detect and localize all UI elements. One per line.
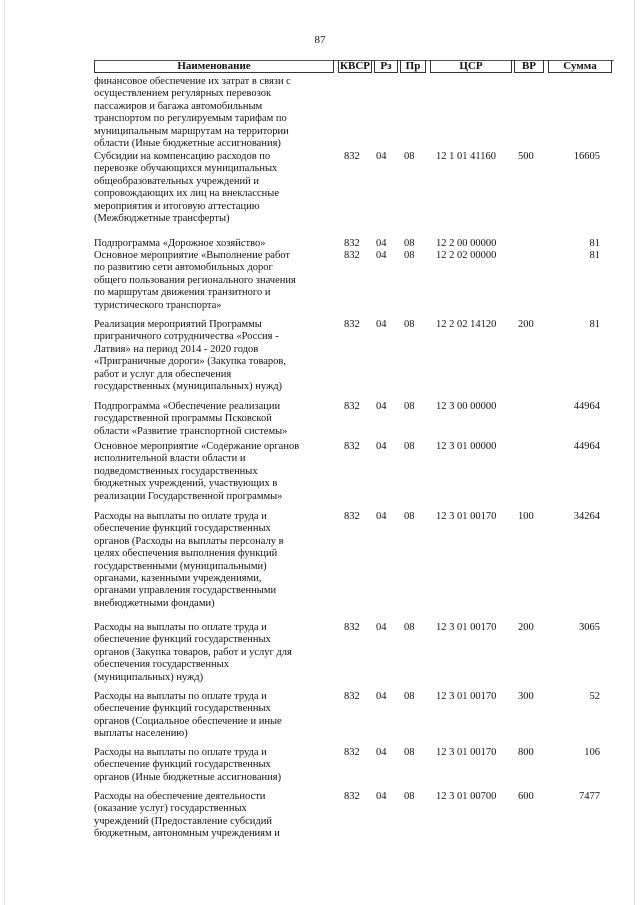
row-csr: 12 3 00 00000	[436, 401, 497, 412]
row-csr: 12 3 01 00170	[436, 622, 497, 633]
row-kvsr: 832	[344, 238, 360, 249]
row-sum: 16605	[573, 151, 600, 162]
row-pr: 08	[404, 250, 415, 261]
row-name: Расходы на выплаты по оплате труда и обеспечение функций государственных органов (Расходы на выплаты персоналу в целях обеспечения выполнения функций государственными (муниципальными) органами, казенными учреждениями, органами управления государственными внебюджетными фондами)	[94, 511, 284, 609]
row-name: Реализация мероприятий Программы приграничного сотрудничества «Россия - Латвия» на период 2014 - 2020 годов «Приграничные дороги» (Закупка товаров, работ и услуг для обеспечения государственных (муниципальных) нужд)	[94, 319, 287, 393]
row-kvsr: 832	[344, 511, 360, 522]
row-sum: 7477	[579, 791, 600, 802]
row-name: Расходы на выплаты по оплате труда и обеспечение функций государственных органов (Социальное обеспечение и иные выплаты населению)	[94, 691, 282, 740]
row-pr: 08	[404, 622, 415, 633]
row-kvsr: 832	[344, 319, 360, 330]
page-number: 87	[314, 34, 326, 46]
row-rz: 04	[376, 511, 387, 522]
row-rz: 04	[376, 622, 387, 633]
table-row	[0, 622, 640, 691]
row-sum: 81	[589, 250, 600, 261]
row-kvsr: 832	[344, 791, 360, 802]
table-row	[0, 238, 640, 250]
row-rz: 04	[376, 441, 387, 452]
row-rz: 04	[376, 238, 387, 249]
row-pr: 08	[404, 238, 415, 249]
row-name: Расходы на выплаты по оплате труда и обеспечение функций государственных органов (Иные бюджетные ассигнования)	[94, 747, 282, 783]
table-row	[0, 76, 640, 151]
row-pr: 08	[404, 319, 415, 330]
row-name: Расходы на выплаты по оплате труда и обеспечение функций государственных органов (Закупка товаров, работ и услуг для обеспечения государственных (муниципальных) нужд)	[94, 622, 292, 683]
row-sum: 3065	[579, 622, 600, 633]
header-pr: Пр	[400, 60, 426, 73]
row-kvsr: 832	[344, 747, 360, 758]
header-sum: Сумма	[548, 60, 612, 73]
row-vr: 300	[518, 691, 534, 702]
row-name: Расходы на обеспечение деятельности (оказание услуг) государственных учреждений (Предоставление субсидий бюджетным, автономным учреждениям и	[94, 791, 280, 840]
table-row	[0, 401, 640, 441]
row-rz: 04	[376, 319, 387, 330]
row-sum: 52	[589, 691, 600, 702]
row-csr: 12 3 01 00000	[436, 441, 497, 452]
row-csr: 12 1 01 41160	[436, 151, 496, 162]
row-vr: 600	[518, 791, 534, 802]
row-sum: 81	[589, 319, 600, 330]
row-rz: 04	[376, 747, 387, 758]
row-sum: 81	[589, 238, 600, 249]
row-rz: 04	[376, 401, 387, 412]
row-sum: 44964	[573, 401, 600, 412]
table-row	[0, 319, 640, 401]
row-rz: 04	[376, 151, 387, 162]
row-kvsr: 832	[344, 441, 360, 452]
row-csr: 12 3 01 00700	[436, 791, 497, 802]
row-vr: 200	[518, 319, 534, 330]
row-kvsr: 832	[344, 250, 360, 261]
table-row	[0, 441, 640, 511]
row-csr: 12 3 01 00170	[436, 511, 497, 522]
row-kvsr: 832	[344, 691, 360, 702]
header-name: Наименование	[94, 60, 334, 73]
row-name: Подпрограмма «Дорожное хозяйство»	[94, 238, 266, 249]
row-name: финансовое обеспечение их затрат в связи с осуществлением регулярных перевозок пассажиров и багажа автомобильным транспортом по регулируемым тарифам по муниципальным маршрутам на территории области (Иные бюджетные ассигнования)	[94, 76, 291, 150]
header-vr: ВР	[514, 60, 544, 73]
row-pr: 08	[404, 401, 415, 412]
header-kvsr: КВСР	[338, 60, 372, 73]
row-sum: 106	[584, 747, 600, 758]
table-row	[0, 511, 640, 622]
row-vr: 800	[518, 747, 534, 758]
table-body	[0, 76, 640, 843]
row-pr: 08	[404, 151, 415, 162]
row-sum: 44964	[573, 441, 600, 452]
header-rz: Рз	[374, 60, 398, 73]
row-kvsr: 832	[344, 401, 360, 412]
header-csr: ЦСР	[430, 60, 512, 73]
row-rz: 04	[376, 250, 387, 261]
table-row	[0, 151, 640, 238]
table-row	[0, 250, 640, 319]
table-row	[0, 791, 640, 843]
row-rz: 04	[376, 791, 387, 802]
row-name: Основное мероприятие «Содержание органов исполнительной власти области и подведомственных государственных бюджетных учреждений, участвующих в реализации Государственной программы»	[94, 441, 300, 502]
row-vr: 500	[518, 151, 534, 162]
row-csr: 12 2 00 00000	[436, 238, 497, 249]
row-pr: 08	[404, 747, 415, 758]
table-row	[0, 691, 640, 747]
row-vr: 200	[518, 622, 534, 633]
row-pr: 08	[404, 511, 415, 522]
row-csr: 12 3 01 00170	[436, 747, 497, 758]
row-kvsr: 832	[344, 151, 360, 162]
table-row	[0, 747, 640, 791]
row-name: Подпрограмма «Обеспечение реализации государственной программы Псковской области «Развитие транспортной системы»	[94, 401, 288, 437]
row-csr: 12 3 01 00170	[436, 691, 497, 702]
row-name: Субсидии на компенсацию расходов по перевозке обучающихся муниципальных общеобразовательных учреждений и сопровождающих их лиц на внеклассные мероприятия и итоговую аттестацию (Межбюджетные трансферты)	[94, 151, 279, 225]
row-vr: 100	[518, 511, 534, 522]
row-csr: 12 2 02 00000	[436, 250, 497, 261]
row-csr: 12 2 02 14120	[436, 319, 497, 330]
row-pr: 08	[404, 691, 415, 702]
row-sum: 34264	[573, 511, 600, 522]
row-pr: 08	[404, 441, 415, 452]
row-kvsr: 832	[344, 622, 360, 633]
row-name: Основное мероприятие «Выполнение работ по развитию сети автомобильных дорог общего пользования регионального значения по маршрутам движения транзитного и туристического транспорта»	[94, 250, 296, 311]
row-rz: 04	[376, 691, 387, 702]
row-pr: 08	[404, 791, 415, 802]
